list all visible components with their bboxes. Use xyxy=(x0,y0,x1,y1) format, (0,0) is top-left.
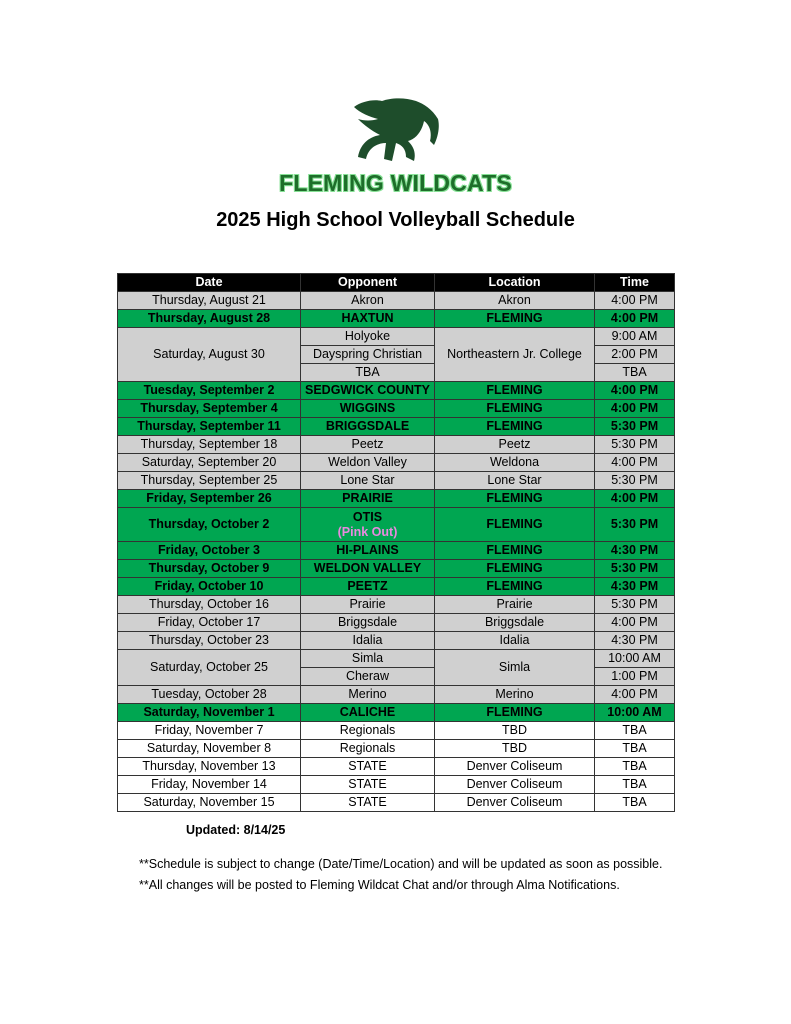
table-row xyxy=(118,292,675,310)
date-cell: Saturday, November 1 xyxy=(118,704,301,722)
date-cell: Thursday, August 21 xyxy=(118,292,301,310)
date-cell: Friday, October 10 xyxy=(118,578,301,596)
schedule-change-note: **Schedule is subject to change (Date/Time/Location) and will be updated as soon as possible. xyxy=(139,857,663,871)
table-row xyxy=(118,686,675,704)
time-cell: TBA xyxy=(595,722,675,740)
opponent-cell: Dayspring Christian xyxy=(301,346,435,364)
time-cell: 5:30 PM xyxy=(595,560,675,578)
opponent-cell: STATE xyxy=(301,794,435,812)
time-cell: 5:30 PM xyxy=(595,436,675,454)
table-row xyxy=(118,436,675,454)
location-cell: FLEMING xyxy=(435,490,595,508)
table-row xyxy=(118,310,675,328)
opponent-cell: TBA xyxy=(301,364,435,382)
opponent-cell: Peetz xyxy=(301,436,435,454)
table-row xyxy=(118,614,675,632)
location-cell: Lone Star xyxy=(435,472,595,490)
pink-out-note: (Pink Out) xyxy=(337,524,398,539)
table-header-row xyxy=(118,274,675,292)
table-row xyxy=(118,508,675,542)
opponent-cell: SEDGWICK COUNTY xyxy=(301,382,435,400)
date-cell: Thursday, October 2 xyxy=(118,508,301,542)
table-row xyxy=(118,632,675,650)
location-cell: Northeastern Jr. College xyxy=(435,328,595,382)
location-cell: TBD xyxy=(435,722,595,740)
time-cell: 5:30 PM xyxy=(595,472,675,490)
location-cell: Akron xyxy=(435,292,595,310)
location-cell: Simla xyxy=(435,650,595,686)
location-cell: Denver Coliseum xyxy=(435,776,595,794)
location-cell: Denver Coliseum xyxy=(435,794,595,812)
date-cell: Friday, October 17 xyxy=(118,614,301,632)
table-row xyxy=(118,542,675,560)
location-cell: FLEMING xyxy=(435,418,595,436)
location-cell: Merino xyxy=(435,686,595,704)
date-cell: Thursday, September 25 xyxy=(118,472,301,490)
date-cell: Saturday, August 30 xyxy=(118,328,301,382)
opponent-cell: Regionals xyxy=(301,722,435,740)
location-cell: FLEMING xyxy=(435,310,595,328)
column-header: Time xyxy=(595,274,675,292)
table-row xyxy=(118,490,675,508)
page-title: 2025 High School Volleyball Schedule xyxy=(216,209,575,231)
location-cell: FLEMING xyxy=(435,542,595,560)
opponent-cell: Cheraw xyxy=(301,668,435,686)
opponent-cell: STATE xyxy=(301,758,435,776)
location-cell: Peetz xyxy=(435,436,595,454)
opponent-cell: Prairie xyxy=(301,596,435,614)
time-cell: TBA xyxy=(595,364,675,382)
opponent-cell: Merino xyxy=(301,686,435,704)
time-cell: 5:30 PM xyxy=(595,596,675,614)
opponent-cell: PEETZ xyxy=(301,578,435,596)
column-header: Date xyxy=(118,274,301,292)
date-cell: Thursday, September 4 xyxy=(118,400,301,418)
opponent-cell: HI-PLAINS xyxy=(301,542,435,560)
date-cell: Tuesday, September 2 xyxy=(118,382,301,400)
opponent-cell: CALICHE xyxy=(301,704,435,722)
time-cell: 10:00 AM xyxy=(595,704,675,722)
opponent-cell: WIGGINS xyxy=(301,400,435,418)
time-cell: 2:00 PM xyxy=(595,346,675,364)
opponent-cell xyxy=(301,508,435,542)
opponent-cell: BRIGGSDALE xyxy=(301,418,435,436)
table-row xyxy=(118,776,675,794)
location-cell: Weldona xyxy=(435,454,595,472)
table-row xyxy=(118,382,675,400)
date-cell: Thursday, October 23 xyxy=(118,632,301,650)
date-cell: Friday, November 7 xyxy=(118,722,301,740)
table-row xyxy=(118,472,675,490)
location-cell: Prairie xyxy=(435,596,595,614)
date-cell: Thursday, October 16 xyxy=(118,596,301,614)
date-cell: Friday, October 3 xyxy=(118,542,301,560)
location-cell: FLEMING xyxy=(435,704,595,722)
opponent-cell: Simla xyxy=(301,650,435,668)
opponent-cell: WELDON VALLEY xyxy=(301,560,435,578)
date-cell: Tuesday, October 28 xyxy=(118,686,301,704)
time-cell: TBA xyxy=(595,740,675,758)
column-header: Opponent xyxy=(301,274,435,292)
date-cell: Thursday, October 9 xyxy=(118,560,301,578)
opponent-name: OTIS xyxy=(352,509,383,524)
location-cell: Briggsdale xyxy=(435,614,595,632)
time-cell: 4:00 PM xyxy=(595,400,675,418)
date-cell: Saturday, September 20 xyxy=(118,454,301,472)
location-cell: FLEMING xyxy=(435,382,595,400)
date-cell: Saturday, October 25 xyxy=(118,650,301,686)
location-cell: Idalia xyxy=(435,632,595,650)
table-row xyxy=(118,704,675,722)
time-cell: 4:00 PM xyxy=(595,686,675,704)
opponent-cell: Holyoke xyxy=(301,328,435,346)
opponent-cell: Idalia xyxy=(301,632,435,650)
date-cell: Saturday, November 8 xyxy=(118,740,301,758)
date-cell: Thursday, September 11 xyxy=(118,418,301,436)
opponent-cell: Lone Star xyxy=(301,472,435,490)
time-cell: 4:00 PM xyxy=(595,454,675,472)
time-cell: TBA xyxy=(595,776,675,794)
table-row xyxy=(118,794,675,812)
notification-note: **All changes will be posted to Fleming Wildcat Chat and/or through Alma Notifications. xyxy=(139,878,620,892)
date-cell: Thursday, November 13 xyxy=(118,758,301,776)
opponent-cell: HAXTUN xyxy=(301,310,435,328)
table-row xyxy=(118,560,675,578)
table-row xyxy=(118,650,675,668)
table-row xyxy=(118,418,675,436)
time-cell: 4:30 PM xyxy=(595,542,675,560)
team-name: FLEMING WILDCATS xyxy=(279,170,512,196)
time-cell: 4:00 PM xyxy=(595,310,675,328)
time-cell: 9:00 AM xyxy=(595,328,675,346)
table-row xyxy=(118,454,675,472)
time-cell: 1:00 PM xyxy=(595,668,675,686)
location-cell: TBD xyxy=(435,740,595,758)
table-row xyxy=(118,740,675,758)
time-cell: 4:00 PM xyxy=(595,490,675,508)
time-cell: 4:30 PM xyxy=(595,578,675,596)
opponent-cell: PRAIRIE xyxy=(301,490,435,508)
date-cell: Friday, September 26 xyxy=(118,490,301,508)
opponent-cell: Akron xyxy=(301,292,435,310)
table-row xyxy=(118,758,675,776)
date-cell: Saturday, November 15 xyxy=(118,794,301,812)
time-cell: 4:00 PM xyxy=(595,292,675,310)
date-cell: Thursday, August 28 xyxy=(118,310,301,328)
time-cell: 4:00 PM xyxy=(595,614,675,632)
table-row xyxy=(118,722,675,740)
updated-date: Updated: 8/14/25 xyxy=(186,823,286,837)
date-cell: Thursday, September 18 xyxy=(118,436,301,454)
table-row xyxy=(118,328,675,346)
time-cell: 5:30 PM xyxy=(595,418,675,436)
time-cell: 4:00 PM xyxy=(595,382,675,400)
time-cell: 4:30 PM xyxy=(595,632,675,650)
column-header: Location xyxy=(435,274,595,292)
opponent-cell: Weldon Valley xyxy=(301,454,435,472)
opponent-cell: STATE xyxy=(301,776,435,794)
table-row xyxy=(118,578,675,596)
time-cell: TBA xyxy=(595,794,675,812)
location-cell: FLEMING xyxy=(435,400,595,418)
schedule-table xyxy=(117,273,675,812)
location-cell: FLEMING xyxy=(435,508,595,542)
location-cell: FLEMING xyxy=(435,578,595,596)
location-cell: FLEMING xyxy=(435,560,595,578)
location-cell: Denver Coliseum xyxy=(435,758,595,776)
table-row xyxy=(118,400,675,418)
date-cell: Friday, November 14 xyxy=(118,776,301,794)
time-cell: 5:30 PM xyxy=(595,508,675,542)
opponent-cell: Briggsdale xyxy=(301,614,435,632)
wildcat-logo-icon xyxy=(352,97,440,163)
table-row xyxy=(118,596,675,614)
opponent-cell: Regionals xyxy=(301,740,435,758)
time-cell: 10:00 AM xyxy=(595,650,675,668)
time-cell: TBA xyxy=(595,758,675,776)
